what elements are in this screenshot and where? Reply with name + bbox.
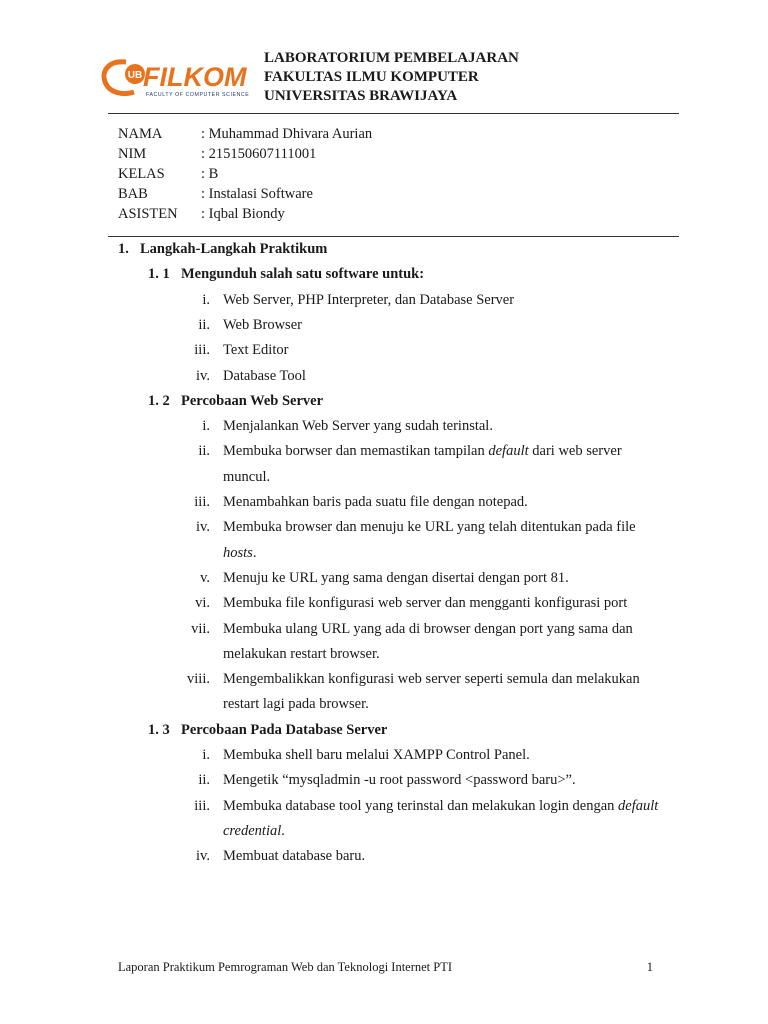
info-value: : Instalasi Software	[201, 186, 313, 202]
info-label: NAMA	[118, 126, 163, 142]
lab-title-line: UNIVERSITAS BRAWIJAYA	[264, 88, 458, 104]
logo-badge: UB	[127, 70, 143, 81]
subsection-title: Percobaan Pada Database Server	[181, 721, 388, 738]
step-number: iii.	[194, 342, 210, 359]
step-number: i.	[202, 747, 210, 763]
step-number: iv.	[196, 367, 210, 384]
step-text: Membuka database tool yang terinstal dan melakukan login dengan default	[223, 797, 659, 814]
step-number: i.	[202, 291, 210, 308]
filkom-logo	[100, 56, 250, 102]
step-text: Membuka ulang URL yang ada di browser dengan port yang sama dan	[223, 620, 633, 637]
info-label: ASISTEN	[118, 206, 178, 222]
info-value: : 215150607111001	[201, 146, 317, 162]
info-label: KELAS	[118, 166, 165, 182]
lab-title-line: FAKULTAS ILMU KOMPUTER	[264, 69, 479, 85]
step-text: Membuat database baru.	[223, 848, 366, 865]
header-divider	[108, 113, 679, 114]
filkom-logo-graphic	[100, 56, 250, 102]
step-text: Mengetik “mysqladmin -u root password <password baru>”.	[223, 772, 576, 789]
step-text: Text Editor	[223, 342, 289, 359]
section-number: 1.	[118, 241, 129, 257]
footer-text: Laporan Praktikum Pemrograman Web dan Teknologi Internet PTI	[118, 960, 453, 974]
lab-title-line: LABORATORIUM PEMBELAJARAN	[264, 50, 519, 66]
lab-title	[264, 49, 519, 106]
step-number: ii.	[198, 443, 210, 460]
step-number: vii.	[191, 620, 210, 637]
step-number: vi.	[195, 595, 210, 612]
step-text: Menuju ke URL yang sama dengan disertai dengan port 81.	[223, 569, 569, 586]
step-number: ii.	[198, 772, 210, 789]
step-number: viii.	[187, 671, 210, 688]
subsection-title: Mengunduh salah satu software untuk:	[181, 266, 425, 283]
step-text: Web Server, PHP Interpreter, dan Database Server	[223, 291, 515, 308]
logo-subtitle: FACULTY OF COMPUTER SCIENCE	[146, 92, 250, 98]
step-number: iii.	[194, 797, 210, 814]
info-value: : B	[201, 166, 219, 182]
step-number: i.	[202, 418, 210, 435]
step-text: credential.	[223, 822, 285, 839]
logo-wordmark: FILKOM	[143, 62, 247, 92]
step-number: iv.	[196, 848, 210, 865]
step-text: hosts.	[223, 544, 257, 561]
step-text: Membuka file konfigurasi web server dan mengganti konfigurasi port	[223, 595, 628, 612]
page-number: 1	[646, 960, 653, 974]
step-text: melakukan restart browser.	[223, 645, 380, 662]
step-text: restart lagi pada browser.	[223, 696, 369, 713]
step-text: Menjalankan Web Server yang sudah terinstal.	[223, 418, 493, 435]
step-number: ii.	[198, 316, 210, 333]
step-text: Database Tool	[223, 367, 306, 384]
section-title: Langkah-Langkah Praktikum	[140, 241, 328, 257]
step-text: Membuka shell baru melalui XAMPP Control Panel.	[223, 747, 530, 763]
step-number: iii.	[194, 494, 210, 510]
step-text: Menambahkan baris pada suatu file dengan notepad.	[223, 494, 528, 510]
subsection-title: Percobaan Web Server	[181, 392, 324, 409]
info-value: : Iqbal Biondy	[201, 206, 285, 222]
info-label: BAB	[118, 186, 148, 202]
info-value: : Muhammad Dhivara Aurian	[201, 126, 373, 142]
info-label: NIM	[118, 146, 147, 162]
subsection-number: 1. 2	[148, 392, 170, 409]
step-number: v.	[200, 569, 210, 586]
subsection-number: 1. 3	[148, 721, 170, 738]
step-text: Membuka browser dan menuju ke URL yang telah ditentukan pada file	[223, 519, 636, 536]
step-text: muncul.	[223, 468, 271, 485]
step-number: iv.	[196, 519, 210, 536]
step-text: Mengembalikkan konfigurasi web server seperti semula dan melakukan	[223, 671, 640, 688]
step-text: Membuka borwser dan memastikan tampilan default dari web server	[223, 443, 622, 460]
subsection-number: 1. 1	[148, 266, 170, 283]
step-text: Web Browser	[223, 316, 302, 333]
page-footer	[118, 960, 653, 975]
